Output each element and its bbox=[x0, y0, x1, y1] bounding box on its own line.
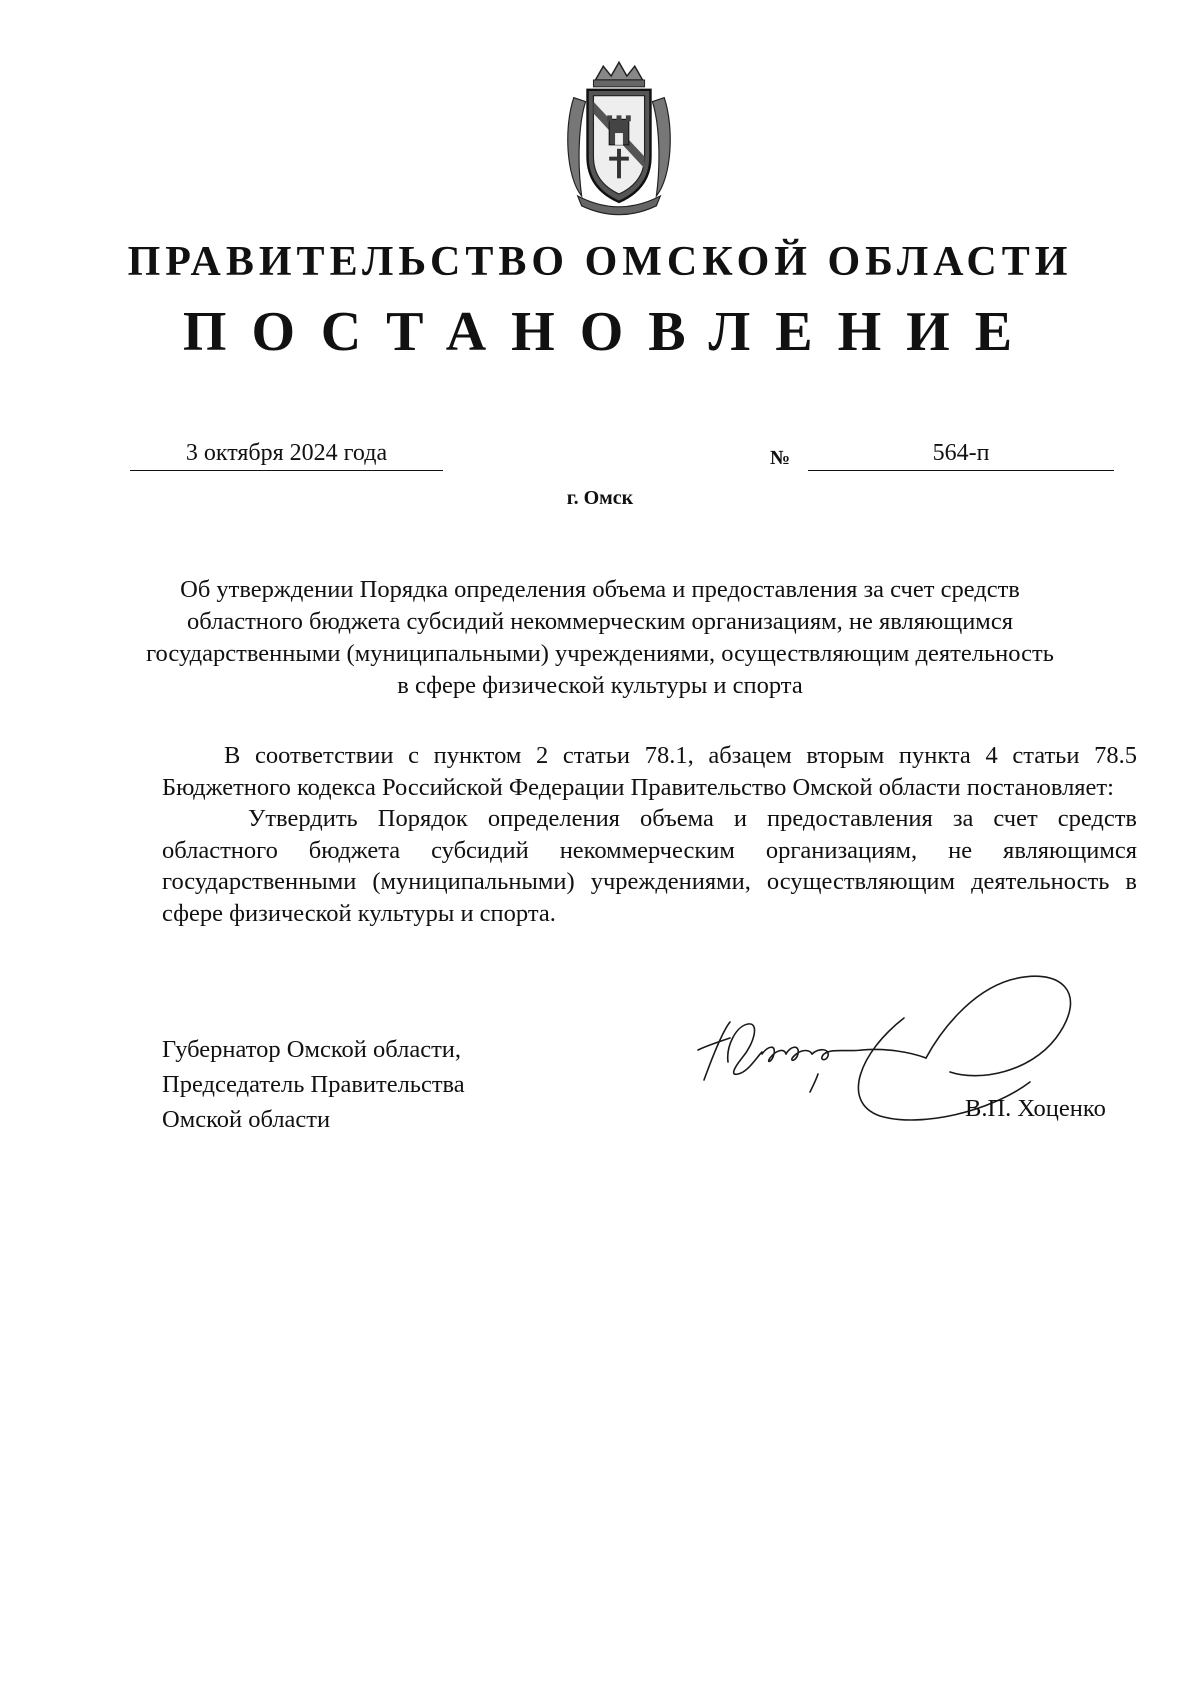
signatory-position-line: Губернатор Омской области, bbox=[162, 1036, 462, 1063]
signatory-name: В.П. Хоценко bbox=[965, 1095, 1106, 1122]
organization-title: ПРАВИТЕЛЬСТВО ОМСКОЙ ОБЛАСТИ bbox=[127, 239, 1073, 285]
coat-of-arms-icon bbox=[560, 58, 678, 216]
document-type-title: ПОСТАНОВЛЕНИЕ bbox=[182, 301, 1038, 363]
body-paragraph: Утвердить Порядок определения объема и предоставления за счет средств областного бюджета субсидий некоммерческим организациям, не являющимся государственными (муниципальными) учреждениями, осуществляющим деятельность в сфере физической культуры и спорта. bbox=[162, 805, 1137, 927]
handwritten-signature-icon bbox=[690, 962, 1090, 1182]
body-paragraph: В соответствии с пунктом 2 статьи 78.1, абзацем вторым пункта 4 статьи 78.5 Бюджетного кодекса Российской Федерации Правительство Омской области постановляет: bbox=[162, 742, 1137, 801]
document-number: 564-п bbox=[808, 436, 1114, 471]
signatory-position-line: Председатель Правительства bbox=[162, 1071, 465, 1098]
document-date: 3 октября 2024 года bbox=[130, 436, 443, 471]
number-sign: № bbox=[770, 447, 791, 469]
document-city: г. Омск bbox=[566, 487, 634, 509]
document-body bbox=[162, 740, 1137, 929]
signatory-position bbox=[162, 1032, 465, 1137]
signatory-position-line: Омской области bbox=[162, 1106, 331, 1133]
document-subject: Об утверждении Порядка определения объема и предоставления за счет средств областного бюджета субсидий некоммерческим организациям, не являющимся государственными (муниципальными) учреждениями, осуществляющим деятельность в сфере физической культуры и спорта bbox=[146, 576, 1054, 699]
